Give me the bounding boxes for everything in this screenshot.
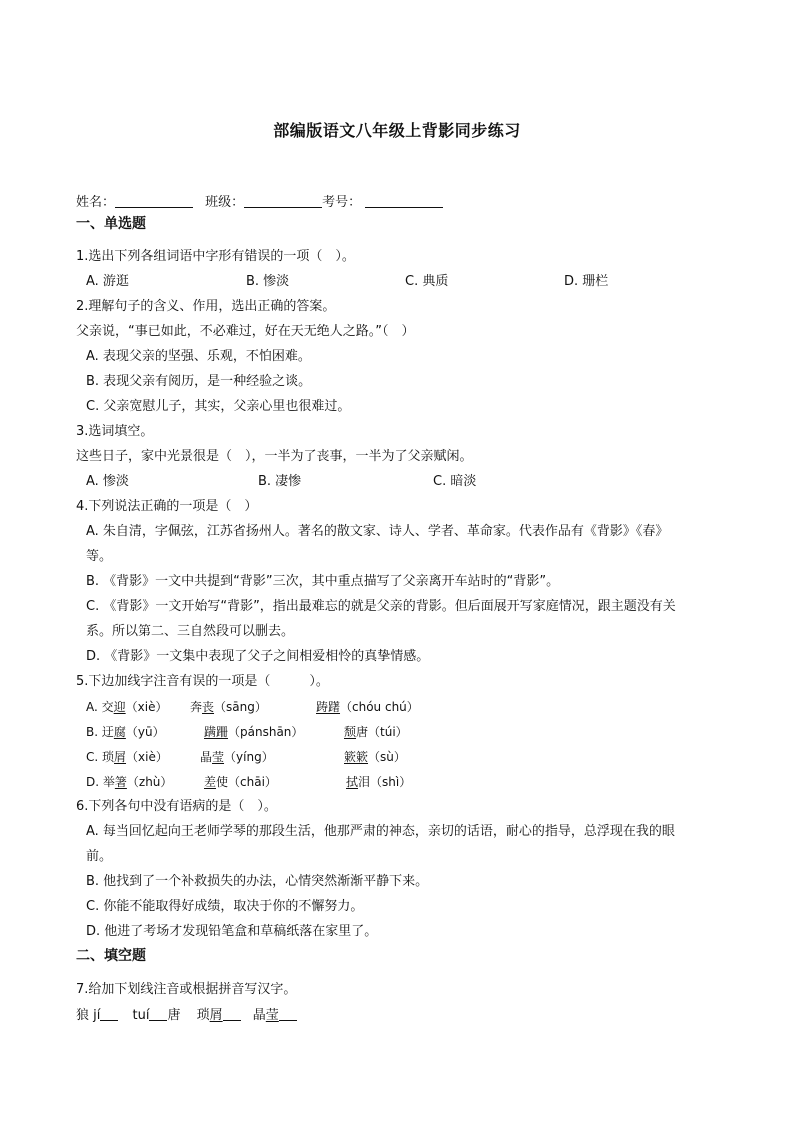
answer-blank[interactable] — [279, 1006, 297, 1021]
answer-blank[interactable] — [100, 1006, 118, 1021]
question-2-option-a[interactable]: A. 表现父亲的坚强、乐观，不怕困难。 — [86, 349, 311, 364]
question-5-option-a-word2: 奔丧（sāng） — [190, 700, 267, 714]
question-5-option-d-word2: 差使（chāi） — [204, 775, 277, 789]
question-6-stem: 6.下列各句中没有语病的是（ ）。 — [76, 799, 277, 814]
exam-number-blank[interactable] — [365, 193, 443, 208]
question-5-option-c-word3: 簌簌（sù） — [344, 750, 406, 764]
question-5-stem: 5.下边加线字注音有误的一项是（ ）。 — [76, 674, 329, 689]
question-5-option-a-word3: 踌躇（chóu chú） — [316, 700, 419, 714]
question-4-option-c[interactable]: C. 《背影》一文开始写“背影”，指出最难忘的就是父亲的背影。但后面展开写家庭情况，跟主题没有关 — [86, 599, 676, 614]
class-label: 班级： — [205, 195, 245, 210]
question-5-option-b-word2: 蹒跚（pánshān） — [204, 725, 304, 739]
question-5-option-b-word3: 颓唐（túi） — [344, 725, 408, 739]
question-5-option-c-word2: 晶莹（yíng） — [200, 750, 274, 764]
question-2-quote: 父亲说，“事已如此，不必难过，好在天无绝人之路。”（ ） — [76, 324, 415, 339]
question-3-stem: 3.选词填空。 — [76, 424, 154, 439]
question-1-option-b[interactable]: B. 惨淡 — [246, 274, 290, 289]
page-title: 部编版语文八年级上背影同步练习 — [273, 121, 521, 140]
question-2-option-b[interactable]: B. 表现父亲有阅历，是一种经验之谈。 — [86, 374, 312, 389]
question-2-stem: 2.理解句子的含义、作用，选出正确的答案。 — [76, 299, 336, 314]
name-label: 姓名： — [76, 195, 116, 210]
question-6-option-d[interactable]: D. 他进了考场才发现铅笔盒和草稿纸落在家里了。 — [86, 924, 378, 939]
question-5-option-c[interactable]: C. 琐屑（xiè） — [86, 750, 168, 764]
question-7-items: 狼 jí tuí 唐 琐屑 晶莹 — [76, 1006, 297, 1025]
question-1-option-c[interactable]: C. 典质 — [405, 274, 449, 289]
question-4-option-a-cont[interactable]: 等。 — [86, 549, 113, 564]
question-6-option-a[interactable]: A. 每当回忆起向王老师学琴的那段生活，他那严肃的神态，亲切的话语，耐心的指导，总浮现在我的眼 — [86, 824, 675, 839]
question-1-option-a[interactable]: A. 游逛 — [86, 274, 129, 289]
question-4-stem: 4.下列说法正确的一项是（ ） — [76, 499, 258, 514]
question-6-option-c[interactable]: C. 你能不能取得好成绩，取决于你的不懈努力。 — [86, 899, 364, 914]
section-heading-fill-blank: 二、填空题 — [76, 948, 146, 964]
question-5-option-a[interactable]: A. 交迎（xiè） — [86, 700, 168, 714]
question-4-option-d[interactable]: D. 《背影》一文集中表现了父子之间相爱相怜的真挚情感。 — [86, 649, 430, 664]
question-7-stem: 7.给加下划线注音或根据拼音写汉字。 — [76, 982, 297, 997]
section-heading-single-choice: 一、单选题 — [76, 216, 146, 232]
question-3-option-b[interactable]: B. 凄惨 — [258, 474, 302, 489]
question-3-option-a[interactable]: A. 惨淡 — [86, 474, 129, 489]
question-4-option-c-cont[interactable]: 系。所以第二、三自然段可以删去。 — [86, 624, 295, 639]
question-2-option-c[interactable]: C. 父亲宽慰儿子，其实，父亲心里也很难过。 — [86, 399, 351, 414]
name-blank[interactable] — [115, 193, 193, 208]
answer-blank[interactable] — [149, 1006, 167, 1021]
question-1-stem: 1.选出下列各组词语中字形有错误的一项（ ）。 — [76, 249, 355, 264]
exam-number-label: 考号： — [322, 195, 362, 210]
question-6-option-b[interactable]: B. 他找到了一个补救损失的办法，心情突然渐渐平静下来。 — [86, 874, 429, 889]
answer-blank[interactable] — [223, 1006, 241, 1021]
question-5-option-d-word3: 拭泪（shì） — [346, 775, 412, 789]
question-3-sentence: 这些日子，家中光景很是（ ），一半为了丧事，一半为了父亲赋闲。 — [76, 449, 473, 464]
question-4-option-b[interactable]: B. 《背影》一文中共提到“背影”三次，其中重点描写了父亲离开车站时的“背影”。 — [86, 574, 560, 589]
question-5-option-d[interactable]: D. 举箸（zhù） — [86, 775, 173, 789]
question-3-option-c[interactable]: C. 暗淡 — [433, 474, 477, 489]
question-6-option-a-cont[interactable]: 前。 — [86, 849, 113, 864]
question-1-option-d[interactable]: D. 珊栏 — [564, 274, 609, 289]
question-5-option-b[interactable]: B. 迂腐（yū） — [86, 725, 165, 739]
question-4-option-a[interactable]: A. 朱自清，字佩弦，江苏省扬州人。著名的散文家、诗人、学者、革命家。代表作品有《背影》《春》 — [86, 524, 669, 539]
student-info-row — [76, 193, 443, 212]
class-blank[interactable] — [244, 193, 322, 208]
